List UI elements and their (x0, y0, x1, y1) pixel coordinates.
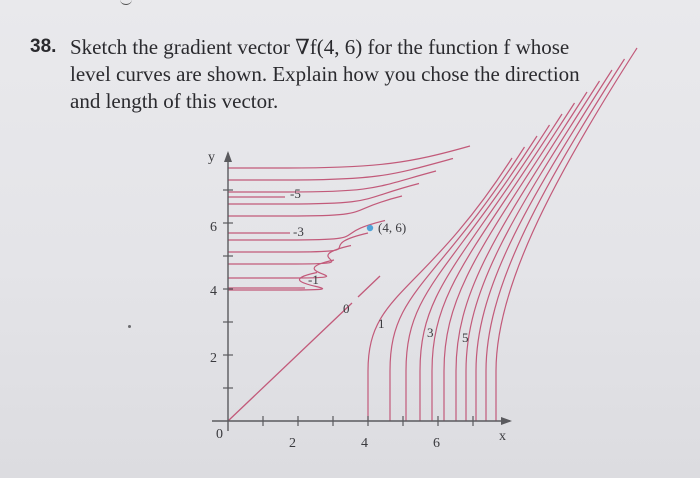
level-curve-negative (228, 171, 436, 192)
level-label-minus-1: -1 (308, 272, 319, 287)
axes (212, 151, 512, 431)
level-label-1: 1 (378, 316, 385, 331)
y-axis-arrow (224, 151, 232, 162)
level-label-3: 3 (427, 325, 434, 340)
x-tick-label-2: 2 (289, 436, 296, 451)
problem-number: 38. (30, 36, 57, 57)
level-label-0: 0 (343, 301, 350, 316)
x-tick-label-4: 4 (361, 436, 368, 451)
level-curve-negative (228, 221, 385, 241)
level-curve-0-upper (358, 276, 380, 297)
x-axis-label: x (499, 429, 506, 444)
level-curve-negative (228, 184, 419, 205)
x-axis-arrow (501, 417, 512, 425)
level-curve-positive (486, 59, 625, 421)
y-tick-label-6: 6 (210, 220, 217, 235)
level-curve-positive (496, 48, 637, 421)
y-tick-label-2: 2 (210, 351, 217, 366)
point-marker (367, 225, 373, 231)
y-tick-label-4: 4 (210, 284, 217, 299)
problem-text-line-2: level curves are shown. Explain how you chose the direction (70, 62, 580, 86)
level-curve-0-lower (228, 303, 352, 421)
point-label: (4, 6) (378, 220, 407, 235)
level-label-minus-3: -3 (293, 224, 304, 239)
level-curve-negative (228, 159, 453, 181)
level-curve-negative (228, 246, 351, 265)
y-axis-label: y (208, 150, 215, 165)
plot-labels (208, 150, 506, 451)
level-label-5: 5 (462, 330, 469, 345)
level-label-minus-5: -5 (290, 186, 301, 201)
level-curve-negative (228, 196, 402, 216)
level-curve-positive (432, 114, 562, 421)
origin-label: 0 (216, 427, 223, 442)
level-curve-negative (228, 146, 470, 168)
level-curves (228, 48, 637, 421)
x-tick-label-6: 6 (433, 436, 440, 451)
problem-text-line-1: Sketch the gradient vector ∇f(4, 6) for the function f whose (70, 35, 570, 59)
level-curve-positive (390, 147, 525, 421)
problem-text-line-3: and length of this vector. (70, 89, 279, 113)
